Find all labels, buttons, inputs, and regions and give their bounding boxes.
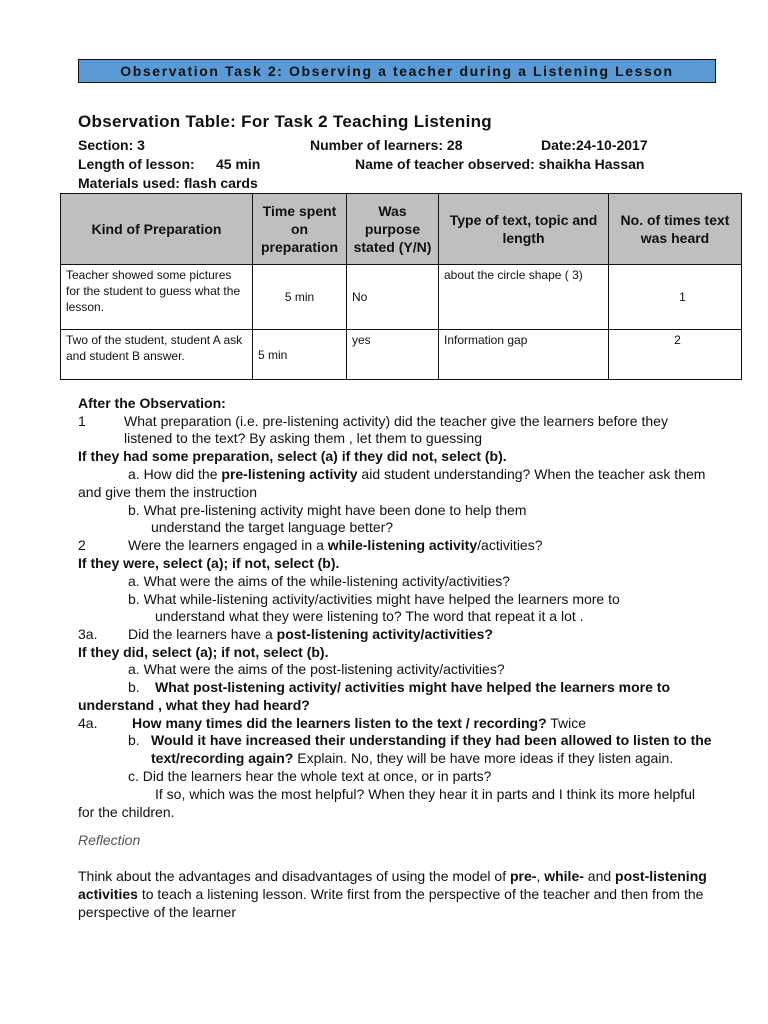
reflection-line2: activities to teach a listening lesson. Write first from the perspective of the teacher and then from the — [78, 886, 704, 902]
length-value: 45 min — [216, 156, 261, 172]
page-title: Observation Table: For Task 2 Teaching Listening — [78, 112, 492, 131]
table-cell: yes — [347, 330, 439, 380]
q4-line: How many times did the learners listen to the text / recording? Twice — [132, 715, 587, 731]
q4c-line3: for the children. — [78, 804, 175, 820]
q1a-line2: and give them the instruction — [78, 484, 257, 500]
table-cell: No — [347, 265, 439, 330]
table-header-row — [61, 194, 742, 265]
q1b-line2: understand the target language better? — [151, 519, 394, 535]
q3b-line1: What post-listening activity/ activities might have helped the learners more to — [155, 679, 671, 695]
table-row — [61, 265, 742, 330]
teacher-label: Name of teacher observed: shaikha Hassan — [355, 156, 645, 172]
table-header: Was purpose stated (Y/N) — [347, 194, 439, 265]
table-header: Kind of Preparation — [61, 194, 253, 265]
table-header: Type of text, topic and length — [439, 194, 609, 265]
q1-instruction: If they had some preparation, select (a) if they did not, select (b). — [78, 448, 507, 464]
q2-line: Were the learners engaged in a while-listening activity/activities? — [128, 537, 543, 553]
materials-label: Materials used: flash cards — [78, 175, 258, 191]
table-cell: 5 min — [253, 330, 347, 380]
date-label: Date:24-10-2017 — [541, 137, 648, 153]
q4b-line2: text/recording again? Explain. No, they will be have more ideas if they listen again. — [151, 750, 674, 766]
q3-line: Did the learners have a post-listening activity/activities? — [128, 626, 493, 642]
q4-number: 4a. — [78, 715, 98, 731]
table-cell: 1 — [609, 265, 742, 330]
q1-line2: listened to the text? By asking them , let them to guessing — [124, 430, 482, 446]
q3b-letter: b. — [128, 679, 140, 695]
q4c-line1: c. Did the learners hear the whole text at once, or in parts? — [128, 768, 492, 784]
length-label: Length of lesson: — [78, 156, 195, 172]
q2-instruction: If they were, select (a); if not, select (b). — [78, 555, 340, 571]
q1b-line1: b. What pre-listening activity might have been done to help them — [128, 502, 527, 518]
q3-instruction: If they did, select (a); if not, select (b). — [78, 644, 329, 660]
q2-number: 2 — [78, 537, 86, 553]
reflection-line1: Think about the advantages and disadvantages of using the model of pre-, while- and post-listening — [78, 868, 707, 884]
task-banner: Observation Task 2: Observing a teacher during a Listening Lesson — [78, 59, 716, 83]
q4b-line1: Would it have increased their understanding if they had been allowed to listen to the — [151, 732, 712, 748]
after-heading: After the Observation: — [78, 395, 226, 411]
q2b-line2: understand what they were listening to? The word that repeat it a lot . — [155, 608, 584, 624]
q2b-line1: b. What while-listening activity/activities might have helped the learners more to — [128, 591, 620, 607]
table-cell: Information gap — [439, 330, 609, 380]
table-header: Time spent on preparation — [253, 194, 347, 265]
q1-line1: What preparation (i.e. pre-listening activity) did the teacher give the learners before they — [124, 413, 668, 429]
section-label: Section: 3 — [78, 137, 145, 153]
observation-table — [60, 193, 742, 380]
q2a-line: a. What were the aims of the while-listening activity/activities? — [128, 573, 511, 589]
table-header: No. of times text was heard — [609, 194, 742, 265]
learners-label: Number of learners: 28 — [310, 137, 463, 153]
table-cell: 5 min — [253, 265, 347, 330]
table-cell: about the circle shape ( 3) — [439, 265, 609, 330]
q3a-line: a. What were the aims of the post-listening activity/activities? — [128, 661, 505, 677]
q3-number: 3a. — [78, 626, 98, 642]
reflection-line3: perspective of the learner — [78, 904, 236, 920]
q3b-line2: understand , what they had heard? — [78, 697, 310, 713]
table-cell: 2 — [609, 330, 742, 380]
q4c-line2: If so, which was the most helpful? When they hear it in parts and I think its more helpful — [155, 786, 696, 802]
q1a-line1: a. How did the pre-listening activity aid student understanding? When the teacher ask them — [128, 466, 706, 482]
table-cell: Two of the student, student A ask and student B answer. — [61, 330, 253, 380]
table-row — [61, 330, 742, 380]
q1-number: 1 — [78, 413, 86, 429]
table-cell: Teacher showed some pictures for the student to guess what the lesson. — [61, 265, 253, 330]
q4b-letter: b. — [128, 732, 140, 748]
reflection-label: Reflection — [78, 832, 141, 848]
